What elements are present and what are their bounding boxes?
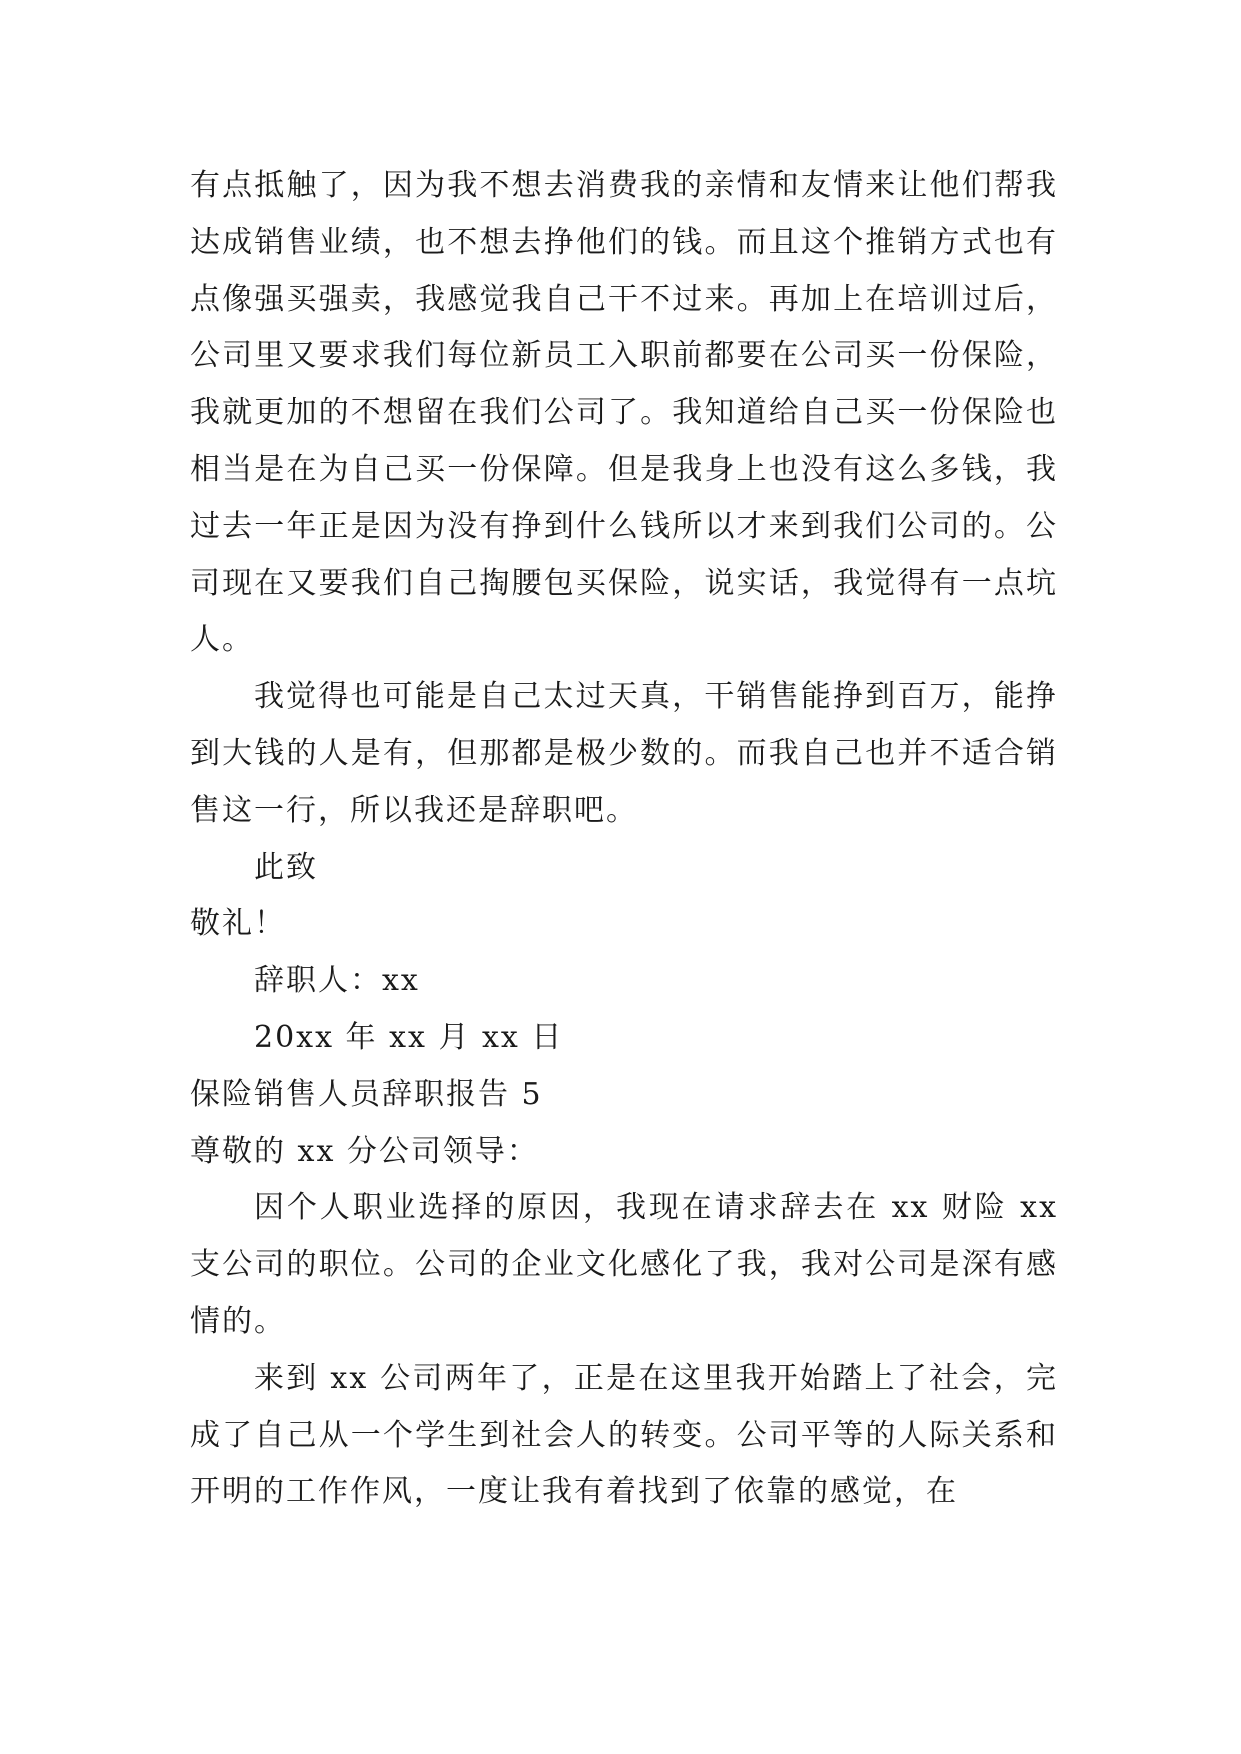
paragraph-resignation-reason: 因个人职业选择的原因，我现在请求辞去在 xx 财险 xx 支公司的职位。公司的企业文化感化了我，我对公司是深有感情的。: [190, 1190, 1058, 1339]
section-title: 保险销售人员辞职报告 5: [190, 1076, 543, 1112]
letter-greeting: 尊敬的 xx 分公司领导：: [190, 1133, 539, 1169]
closing-salutation: 此致: [254, 849, 318, 885]
paragraph-naive-reflection: 我觉得也可能是自己太过天真，干销售能挣到百万，能挣到大钱的人是有，但那都是极少数的。而我自己也并不适合销售这一行，所以我还是辞职吧。: [190, 679, 1058, 828]
signature-resigner: 辞职人：xx: [254, 963, 420, 999]
paragraph-continued-complaint: 有点抵触了，因为我不想去消费我的亲情和友情来让他们帮我达成销售业绩，也不想去挣他们的钱。而且这个推销方式也有点像强买强卖，我感觉我自己干不过来。再加上在培训过后，公司里又要求我们每位新员工入职前都要在公司买一份保险，我就更加的不想留在我们公司了。我知道给自己买一份保险也相当是在为自己买一份保障。但是我身上也没有这么多钱，我过去一年正是因为没有挣到什么钱所以才来到我们公司的。公司现在又要我们自己掏腰包买保险，说实话，我觉得有一点坑人。: [190, 168, 1058, 658]
document-body: [190, 158, 1058, 1521]
closing-regards: 敬礼！: [190, 906, 286, 942]
signature-date: 20xx 年 xx 月 xx 日: [254, 1019, 564, 1055]
paragraph-two-years: 来到 xx 公司两年了，正是在这里我开始踏上了社会，完成了自己从一个学生到社会人的转变。公司平等的人际关系和开明的工作作风，一度让我有着找到了依靠的感觉，在: [190, 1360, 1058, 1510]
